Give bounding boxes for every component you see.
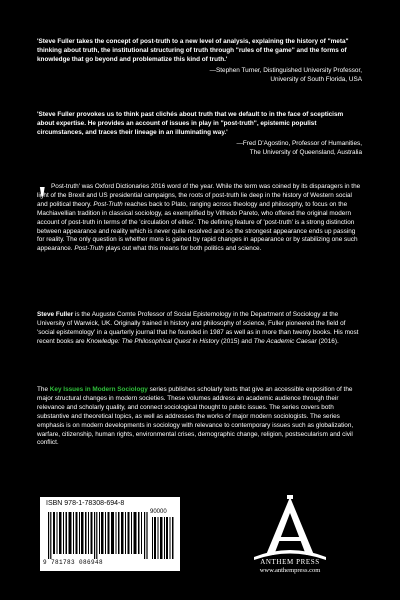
- publisher-name: ANTHEM PRESS: [260, 558, 320, 566]
- anthem-press-logo-icon: [240, 493, 340, 563]
- drop-cap-quote: ': [37, 179, 48, 221]
- book-description: Post-truth' was Oxford Dictionaries 2016 word of the year. While the term was coined by its disparagers in the light of the Brexit and US presidential campaigns, the roots of post-truth lie deep in the history of Western social and political theory. Post-Truth reaches back to Plato, ranging across theology and philosophy, to focus on the Machiavellian tradition in classical sociology, as exemplified by Vilfredo Pareto, who offered the original modern account of post-truth in terms of the 'circulation of elites'. The defining feature of 'post-truth' is a strong distinction between appearance and reality which is never quite resolved and so the strongest appearance ends up passing for reality. The only question is whether more is gained by rapid changes in appearance or by stabilizing one such appearance. Post-Truth plays out what this means for both politics and science.: [37, 183, 361, 253]
- quote-attribution: —Fred D'Agostino, Professor of Humanities, The University of Queensland, Australia: [236, 140, 362, 156]
- isbn-label: ISBN 978-1-78308-694-8: [46, 500, 125, 507]
- barcode-icon: [48, 512, 148, 559]
- quote-attribution: —Stephen Turner, Distinguished University Professor, University of South Florida, USA: [209, 67, 362, 83]
- quote-text: 'Steve Fuller takes the concept of post-truth to a new level of analysis, explaining the history of "meta" thinking about truth, the institutional structuring of truth through "rules of the game" and the forms of knowledge that go beyond and problematize this kind of truth.': [37, 38, 349, 63]
- barcode-digits: 9 781783 086948: [43, 559, 104, 566]
- endorsement-quote-1: [37, 37, 362, 84]
- series-description: The Key Issues in Modern Sociology series publishes scholarly texts that give an accessible exposition of the major structural changes in modern societies. These volumes address an academic audience through their relevance and scholarly quality, and connect sociological thought to public issues. The series covers both substantive and theoretical topics, as well as addresses the works of major modern sociologists. The series emphasis is on modern developments in sociology with relevance to contemporary issues such as globalization, warfare, citizenship, human rights, environmental crises, demographic change, religion, postsecularism and civil conflict.: [37, 386, 354, 447]
- quote-text: 'Steve Fuller provokes us to think past clichés about truth that we default to in the face of scepticism about expertise. He provides an account of issues in play in "post-truth", epistemic populist circumstances, and traces their lineage in an illuminating way.': [37, 111, 344, 136]
- barcode-block: [40, 497, 180, 571]
- price-code: 90000: [150, 509, 167, 515]
- series-name: Key Issues in Modern Sociology: [49, 386, 148, 393]
- author-bio: Steve Fuller is the Auguste Comte Professor of Social Epistemology in the Department of Sociology at the University of Warwick, UK. Originally trained in history and philosophy of science, Fuller pioneered the field of 'social epistemology' in a quarterly journal that he founded in 1987 as well as in more than twenty books. His most recent books are Knowledge: The Philosophical Quest in History (2015) and The Academic Caesar (2016).: [37, 311, 359, 345]
- price-barcode-icon: [152, 517, 174, 559]
- endorsement-quote-2: [37, 110, 362, 157]
- publisher-url: www.anthempress.com: [259, 567, 321, 574]
